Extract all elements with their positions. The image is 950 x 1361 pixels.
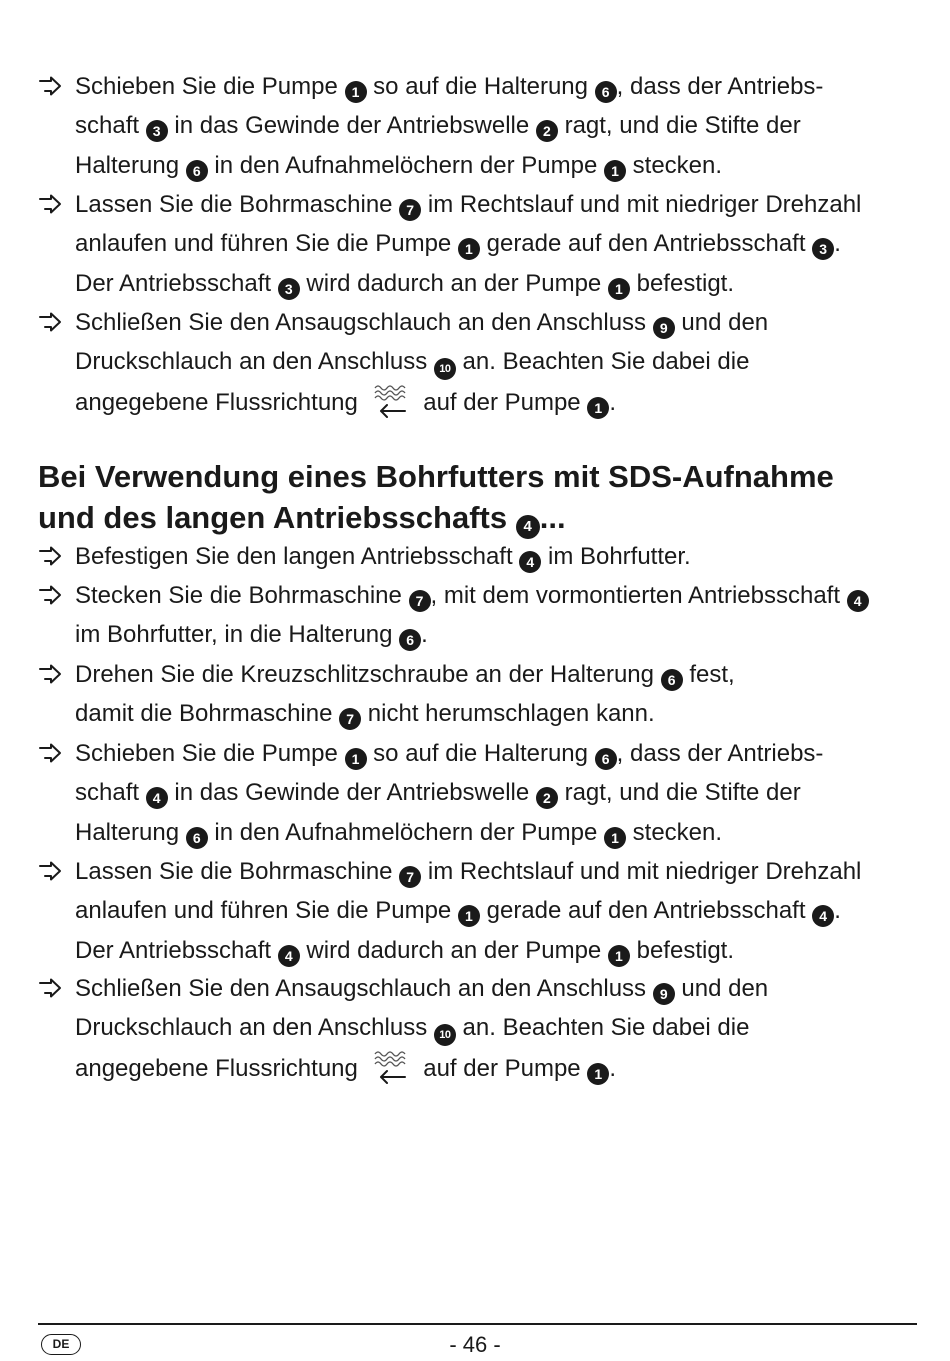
step-text: . <box>609 388 616 416</box>
step-line <box>75 969 925 1008</box>
step-text: ragt, und die Stifte der <box>557 779 801 807</box>
instruction-step <box>75 734 925 852</box>
step-line <box>75 382 925 432</box>
part-number-badge: 2 <box>536 120 558 142</box>
part-number-badge: 1 <box>458 238 480 260</box>
step-text: gerade auf den Antriebsschaft <box>479 230 813 258</box>
part-number-badge: 3 <box>146 120 168 142</box>
step-text: anlaufen und führen Sie die Pumpe <box>75 897 458 925</box>
part-number-badge: 10 <box>434 1024 456 1046</box>
step-text: in den Aufnahmelöchern der Pumpe <box>207 151 604 179</box>
instruction-step <box>75 303 925 432</box>
step-text: auf der Pumpe <box>416 1054 588 1082</box>
step-text: . <box>834 230 841 258</box>
part-number-badge: 7 <box>409 590 431 612</box>
instruction-step <box>75 185 925 303</box>
part-number-badge: 9 <box>653 983 675 1005</box>
part-number-badge: 3 <box>812 238 834 260</box>
step-text: nicht herumschlagen kann. <box>361 700 655 728</box>
step-text: Der Antriebsschaft <box>75 936 278 964</box>
step-text: Lassen Sie die Bohrmaschine <box>75 858 400 885</box>
step-text: Schieben Sie die Pumpe <box>75 73 345 100</box>
step-text: fest, <box>682 661 735 688</box>
step-text: Schließen Sie den Ansaugschlauch an den Anschluss <box>75 975 653 1002</box>
step-line <box>75 303 925 342</box>
part-number-badge: 1 <box>608 278 630 300</box>
step-text: an. Beachten Sie dabei die <box>455 1014 750 1042</box>
part-number-badge: 4 <box>278 945 300 967</box>
page-number: - 46 - <box>449 1332 501 1357</box>
flow-direction-icon <box>371 1048 411 1098</box>
step-text: in den Aufnahmelöchern der Pumpe <box>207 818 604 846</box>
step-text: in das Gewinde der Antriebswelle <box>167 779 536 807</box>
part-number-badge: 1 <box>587 397 609 419</box>
instruction-step <box>75 969 925 1098</box>
step-text: im Bohrfutter, in die Halterung <box>75 621 400 649</box>
flow-direction-icon <box>371 382 411 432</box>
step-line <box>75 615 925 654</box>
step-text: Schließen Sie den Ansaugschlauch an den Anschluss <box>75 309 653 336</box>
heading-line-2-text: und des langen Antriebsschafts <box>38 500 516 535</box>
part-number-badge: 6 <box>661 669 683 691</box>
heading-line-2-suffix: ... <box>539 500 566 535</box>
step-text: stecken. <box>626 151 723 179</box>
step-line <box>75 342 925 381</box>
part-number-badge: 6 <box>186 160 208 182</box>
step-text: wird dadurch an der Pumpe <box>299 936 608 964</box>
instruction-step <box>75 655 925 734</box>
step-text: . <box>834 897 841 925</box>
step-line <box>75 576 925 615</box>
bullet-arrow-icon <box>38 303 64 342</box>
step-text: und den <box>674 975 769 1002</box>
part-number-badge: 4 <box>847 590 869 612</box>
part-number-badge: 7 <box>399 199 421 221</box>
part-number-badge: 6 <box>595 81 617 103</box>
step-text: und den <box>674 309 769 336</box>
instruction-step <box>75 576 925 655</box>
step-line <box>75 773 925 812</box>
step-line <box>75 106 925 145</box>
bullet-arrow-icon <box>38 67 64 106</box>
step-text: Druckschlauch an den Anschluss <box>75 1014 434 1042</box>
instruction-step <box>75 537 925 576</box>
step-line <box>75 1048 925 1098</box>
bullet-arrow-icon <box>38 537 64 576</box>
step-text: Lassen Sie die Bohrmaschine <box>75 191 400 218</box>
step-text: , mit dem vormontierten Antriebsschaft <box>430 582 847 609</box>
step-line <box>75 694 925 733</box>
step-text: im Rechtslauf und mit niedriger Drehzahl <box>421 191 862 218</box>
step-text: Der Antriebsschaft <box>75 269 278 297</box>
step-text: auf der Pumpe <box>416 388 588 416</box>
step-text: Halterung <box>75 151 186 179</box>
step-line <box>75 1008 925 1047</box>
step-text: an. Beachten Sie dabei die <box>455 348 750 376</box>
part-number-badge: 1 <box>345 81 367 103</box>
part-number-badge: 4 <box>812 905 834 927</box>
part-number-badge: 6 <box>186 827 208 849</box>
part-number-badge: 3 <box>278 278 300 300</box>
step-text: Stecken Sie die Bohrmaschine <box>75 582 409 609</box>
bullet-arrow-icon <box>38 655 64 694</box>
step-text: so auf die Halterung <box>366 73 595 100</box>
step-text: ragt, und die Stifte der <box>557 112 801 140</box>
step-text: Schieben Sie die Pumpe <box>75 740 345 767</box>
step-line <box>75 813 925 852</box>
step-text: angegebene Flussrichtung <box>75 1054 365 1082</box>
part-number-badge: 1 <box>345 748 367 770</box>
step-line <box>75 537 925 576</box>
step-line <box>75 931 925 970</box>
step-line <box>75 734 925 773</box>
part-number-badge: 1 <box>604 827 626 849</box>
part-number-badge: 1 <box>458 905 480 927</box>
part-number-badge: 6 <box>595 748 617 770</box>
part-number-badge: 1 <box>604 160 626 182</box>
step-text: wird dadurch an der Pumpe <box>299 269 608 297</box>
step-line <box>75 185 925 224</box>
part-number-badge: 4 <box>146 787 168 809</box>
part-number-badge: 4 <box>519 551 541 573</box>
instruction-step <box>75 852 925 970</box>
step-text: anlaufen und führen Sie die Pumpe <box>75 230 458 258</box>
part-number-badge: 1 <box>608 945 630 967</box>
step-text: in das Gewinde der Antriebswelle <box>167 112 536 140</box>
bullet-arrow-icon <box>38 185 64 224</box>
step-line <box>75 146 925 185</box>
step-text: Drehen Sie die Kreuzschlitzschraube an der Halterung <box>75 661 661 688</box>
part-number-badge: 7 <box>399 866 421 888</box>
footer-divider <box>38 1323 917 1325</box>
step-text: befestigt. <box>629 936 734 964</box>
bullet-arrow-icon <box>38 969 64 1008</box>
step-text: . <box>421 621 428 649</box>
instruction-step <box>75 67 925 185</box>
step-line <box>75 67 925 106</box>
heading-line-2 <box>38 497 918 539</box>
part-number-badge: 9 <box>653 317 675 339</box>
step-text: schaft <box>75 779 146 807</box>
step-line <box>75 264 925 303</box>
language-badge: DE <box>41 1334 81 1355</box>
step-line <box>75 224 925 263</box>
part-number-badge: 10 <box>434 358 456 380</box>
section-heading <box>38 456 918 539</box>
step-text: angegebene Flussrichtung <box>75 388 365 416</box>
step-text: Befestigen Sie den langen Antriebsschaft <box>75 543 520 570</box>
step-text: , dass der Antriebs- <box>616 73 824 100</box>
step-text: , dass der Antriebs- <box>616 740 824 767</box>
step-text: im Rechtslauf und mit niedriger Drehzahl <box>421 858 862 885</box>
part-number-badge: 6 <box>399 629 421 651</box>
step-text: Druckschlauch an den Anschluss <box>75 348 434 376</box>
part-number-badge: 7 <box>339 708 361 730</box>
bullet-arrow-icon <box>38 852 64 891</box>
step-text: im Bohrfutter. <box>541 543 691 570</box>
part-number-badge: 2 <box>536 787 558 809</box>
step-line <box>75 891 925 930</box>
bullet-arrow-icon <box>38 576 64 615</box>
step-text: so auf die Halterung <box>366 740 595 767</box>
step-text: befestigt. <box>629 269 734 297</box>
step-text: schaft <box>75 112 146 140</box>
step-line <box>75 655 925 694</box>
heading-line-1: Bei Verwendung eines Bohrfutters mit SDS-Aufnahme <box>38 459 834 494</box>
step-line <box>75 852 925 891</box>
part-number-badge: 1 <box>587 1063 609 1085</box>
step-text: stecken. <box>626 818 723 846</box>
part-number-badge: 4 <box>516 515 540 539</box>
step-text: . <box>609 1054 616 1082</box>
step-text: Halterung <box>75 818 186 846</box>
step-text: gerade auf den Antriebsschaft <box>479 897 813 925</box>
bullet-arrow-icon <box>38 734 64 773</box>
step-text: damit die Bohrmaschine <box>75 700 340 728</box>
